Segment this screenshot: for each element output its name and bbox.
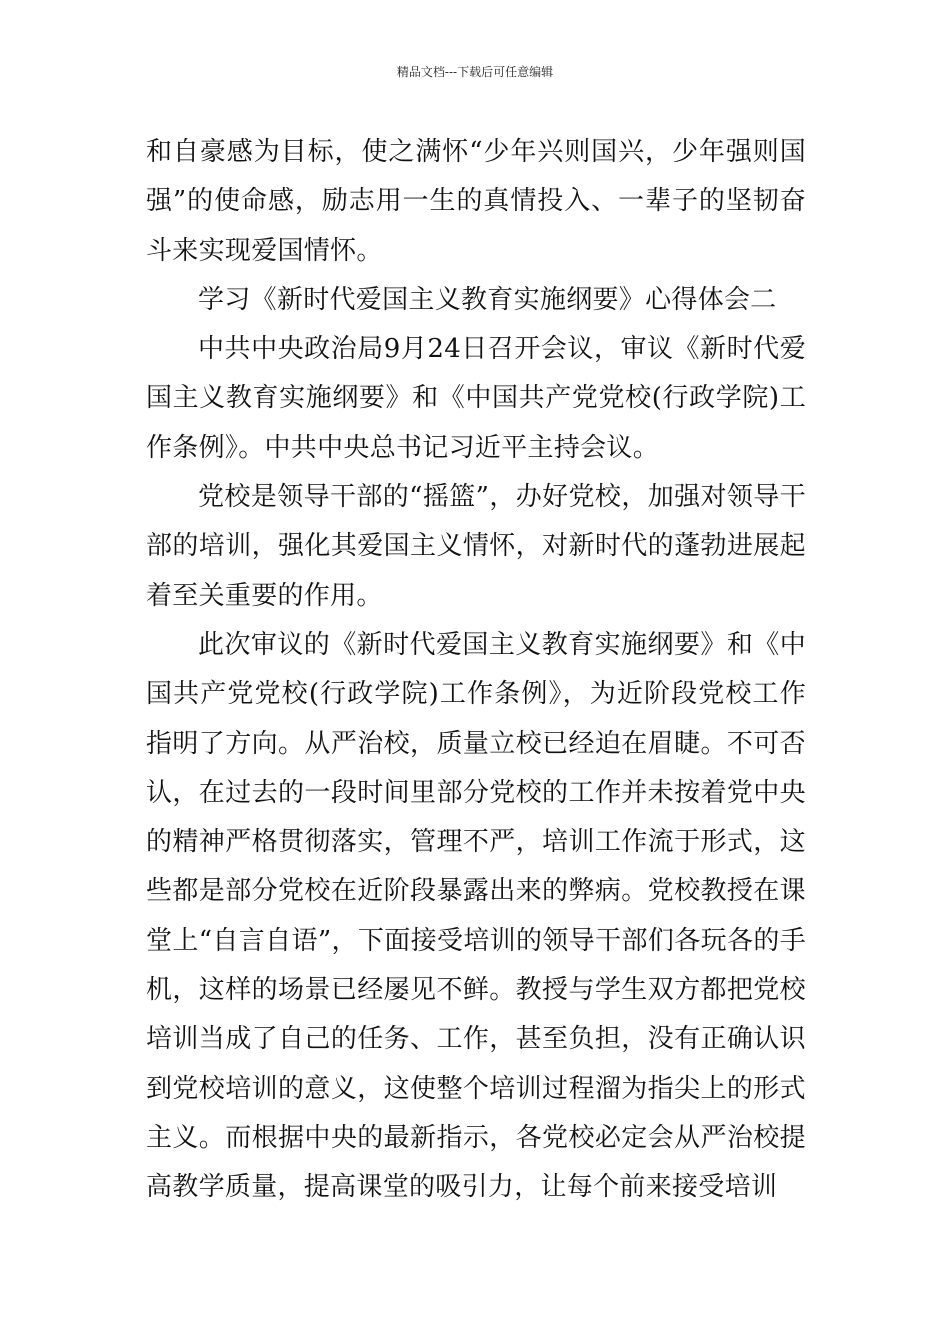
paragraph-continuation: 和自豪感为目标，使之满怀“少年兴则国兴，少年强则国强”的使命感，励志用一生的真情投入、一辈子的坚韧奋斗来实现爱国情怀。 (146, 137, 806, 266)
paragraph-party-school: 党校是领导干部的“摇篮”，办好党校，加强对领导干部的培训，强化其爱国主义情怀，对新时代的蓬勃进展起着至关重要的作用。 (146, 482, 806, 611)
document-body (146, 128, 806, 1213)
paragraph-review: 此次审议的《新时代爱国主义教育实施纲要》和《中国共产党党校(行政学院)工作条例》，为近阶段党校工作指明了方向。从严治校，质量立校已经迫在眉睫。不可否认，在过去的一段时间里部分党校的工作并未按着党中央的精神严格贯彻落实，管理不严，培训工作流于形式，这些都是部分党校在近阶段暴露出来的弊病。党校教授在课堂上“自言自语”，下面接受培训的领导干部们各玩各的手机，这样的场景已经屡见不鲜。教授与学生双方都把党校培训当成了自己的任务、工作，甚至负担，没有正确认识到党校培训的意义，这使整个培训过程溜为指尖上的形式主义。而根据中央的最新指示，各党校必定会从严治校提高教学质量，提高课堂的吸引力，让每个前来接受培训 (146, 629, 806, 1203)
paragraph-meeting: 中共中央政治局9月24日召开会议，审议《新时代爱国主义教育实施纲要》和《中国共产党党校(行政学院)工作条例》。中共中央总书记习近平主持会议。 (146, 334, 806, 463)
section-title: 学习《新时代爱国主义教育实施纲要》心得体会二 (198, 284, 777, 315)
page-header: 精品文档---下载后可任意编辑 (396, 65, 554, 79)
